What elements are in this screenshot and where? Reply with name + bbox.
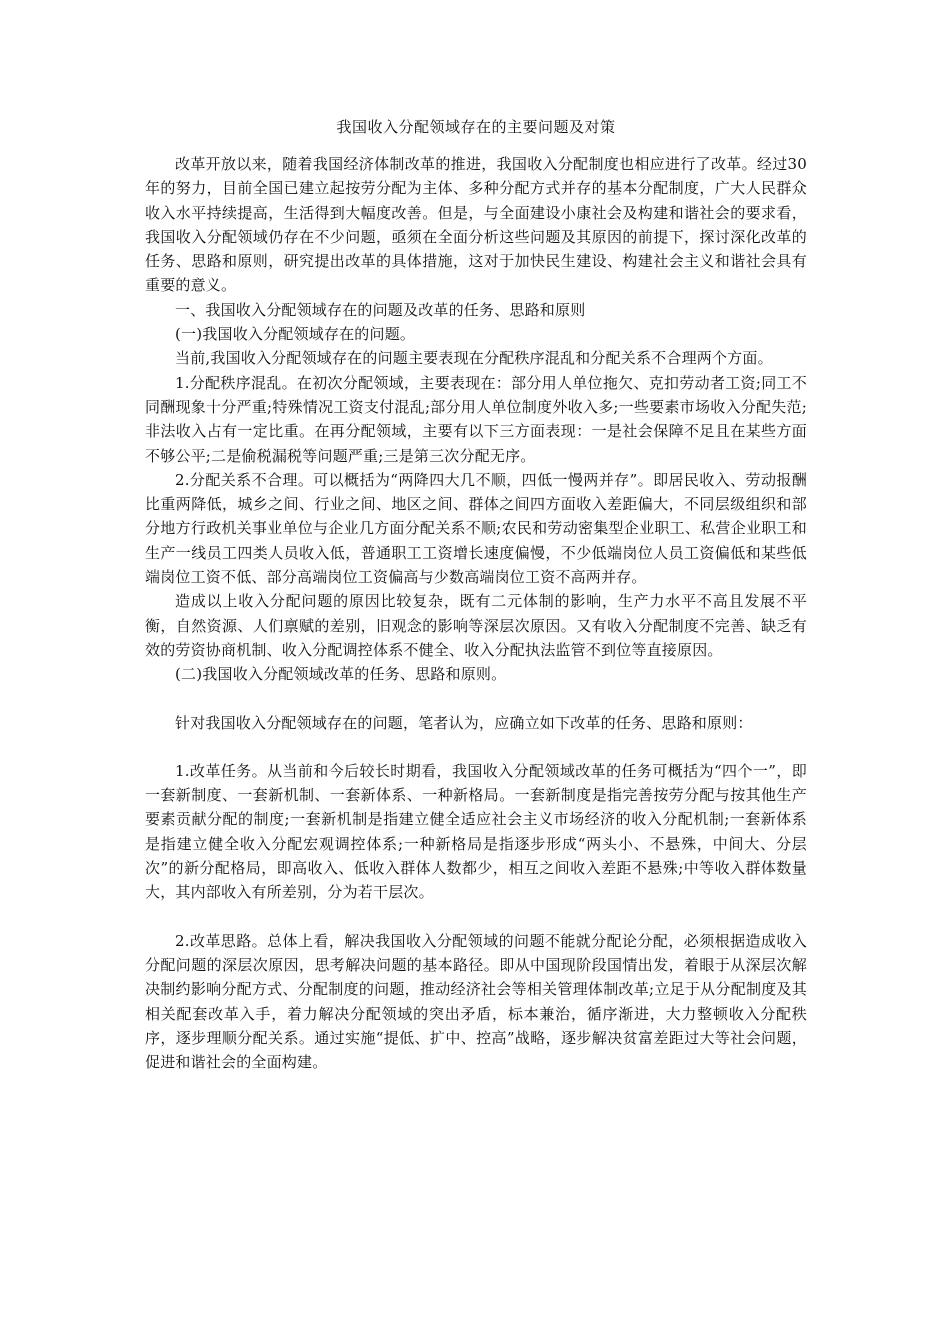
document-page [145,112,807,1074]
spacer [145,687,807,711]
paragraph-causes: 造成以上收入分配问题的原因比较复杂，既有二元体制的影响，生产力水平不高且发展不平衡，自然资源、人们禀赋的差别，旧观念的影响等深层次原因。又有收入分配制度不完善、缺乏有效的劳资协商机制、收入分配调控体系不健全、收入分配执法监管不到位等直接原因。 [145,592,807,659]
spacer [145,735,807,759]
spacer [145,905,807,929]
paragraph-relation-unreasonable: 2.分配关系不合理。可以概括为“两降四大几不顺，四低一慢两并存”。即居民收入、劳动报酬比重两降低，城乡之间、行业之间、地区之间、群体之间四方面收入差距偏大，不同层级组织和部分地方行政机关事业单位与企业几方面分配关系不顺;农民和劳动密集型企业职工、私营企业职工和生产一线员工四类人员收入低，普通职工工资增长速度偏慢，不少低端岗位人员工资偏低和某些低端岗位工资不低、部分高端岗位工资偏高与少数高端岗位工资不高两并存。 [145,470,807,587]
paragraph-order-chaos: 1.分配秩序混乱。在初次分配领域，主要表现在：部分用人单位拖欠、克扣劳动者工资;同工不同酬现象十分严重;特殊情况工资支付混乱;部分用人单位制度外收入多;一些要素市场收入分配失范;非法收入占有一定比重。在再分配领域，主要有以下三方面表现：一是社会保障不足且在某些方面不够公平;二是偷税漏税等问题严重;三是第三次分配无序。 [145,373,807,465]
subsection-heading-2: (二)我国收入分配领域改革的任务、思路和原则。 [175,665,507,684]
paragraph-author-view: 针对我国收入分配领域存在的问题，笔者认为，应确立如下改革的任务、思路和原则： [175,713,753,732]
paragraph-reform-tasks: 1.改革任务。从当前和今后较长时期看，我国收入分配领域改革的任务可概括为“四个一”，即一套新制度、一套新机制、一套新体系、一种新格局。一套新制度是指完善按劳分配与按其他生产要素贡献分配的制度;一套新机制是指建立健全适应社会主义市场经济的收入分配机制;一套新体系是指建立健全收入分配宏观调控体系;一种新格局是指逐步形成“两头小、不悬殊，中间大、分层次”的新分配格局，即高收入、低收入群体人数都少，相互之间收入差距不悬殊;中等收入群体数量大，其内部收入有所差别，分为若干层次。 [145,761,807,902]
subsection-heading-1: (一)我国收入分配领域存在的问题。 [175,325,416,344]
paragraph-problems-overview: 当前,我国收入分配领域存在的问题主要表现在分配秩序混乱和分配关系不合理两个方面。 [175,349,773,368]
section-heading-1: 一、我国收入分配领域存在的问题及改革的任务、思路和原则 [175,300,586,319]
paragraph-intro: 改革开放以来，随着我国经济体制改革的推进，我国收入分配制度也相应进行了改革。经过30年的努力，目前全国已建立起按劳分配为主体、多种分配方式并存的基本分配制度，广大人民群众收入水平持续提高，生活得到大幅度改善。但是，与全面建设小康社会及构建和谐社会的要求看，我国收入分配领域仍存在不少问题，亟须在全面分析这些问题及其原因的前提下，探讨深化改革的任务、思路和原则，研究提出改革的具体措施，这对于加快民生建设、构建社会主义和谐社会具有重要的意义。 [145,155,807,295]
paragraph-reform-approach: 2.改革思路。总体上看，解决我国收入分配领域的问题不能就分配论分配，必须根据造成收入分配问题的深层次原因，思考解决问题的基本路径。即从中国现阶段国情出发，着眼于从深层次解决制约影响分配方式、分配制度的问题，推动经济社会等相关管理体制改革;立足于从分配制度及其相关配套改革入手，着力解决分配领域的突出矛盾，标本兼治，循序渐进，大力整顿收入分配秩序，逐步理顺分配关系。通过实施“提低、扩中、控高”战略，逐步解决贫富差距过大等社会问题，促进和谐社会的全面构建。 [145,931,807,1072]
document-title: 我国收入分配领域存在的主要问题及对策 [336,118,616,136]
